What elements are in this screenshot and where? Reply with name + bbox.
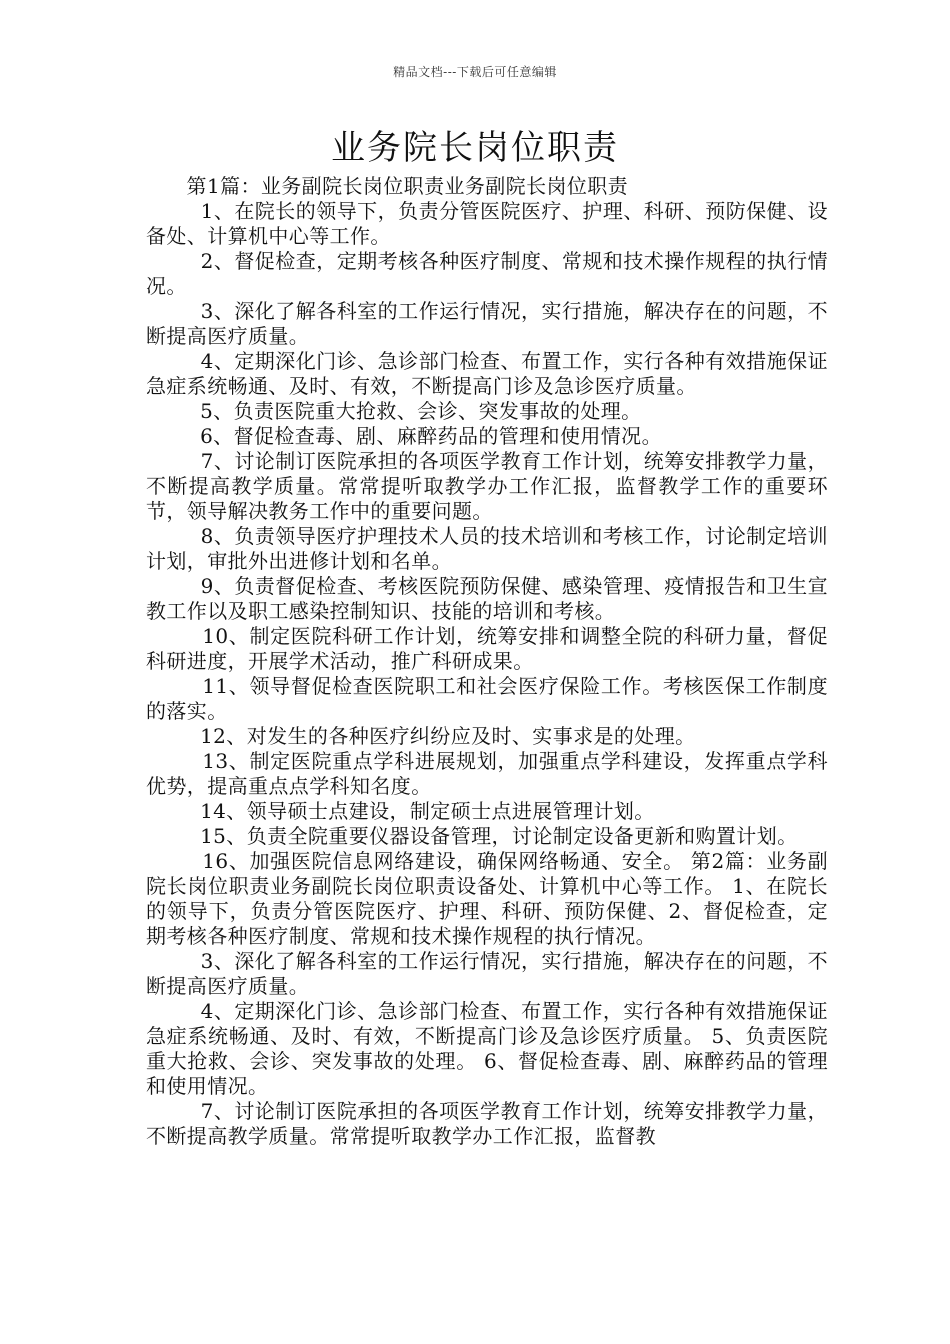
document-body	[146, 174, 828, 1149]
header-note: 精品文档---下载后可任意编辑	[393, 65, 557, 79]
paragraph: 6、督促检查毒、剧、麻醉药品的管理和使用情况。	[146, 424, 662, 448]
paragraph: 7、讨论制订医院承担的各项医学教育工作计划，统筹安排教学力量，不断提高教学质量。常常提听取教学办工作汇报，监督教	[146, 1099, 829, 1148]
paragraph: 7、讨论制订医院承担的各项医学教育工作计划，统筹安排教学力量，不断提高教学质量。常常提听取教学办工作汇报，监督教学工作的重要环节，领导解决教务工作中的重要问题。	[146, 449, 829, 523]
paragraph: 10、制定医院科研工作计划，统筹安排和调整全院的科研力量，督促科研进度，开展学术活动，推广科研成果。	[146, 624, 828, 673]
paragraph: 9、负责督促检查、考核医院预防保健、感染管理、疫情报告和卫生宣教工作以及职工感染控制知识、技能的培训和考核。	[146, 574, 829, 623]
paragraph: 3、深化了解各科室的工作运行情况，实行措施，解决存在的问题，不断提高医疗质量。	[146, 299, 829, 348]
document-title: 业务院长岗位职责	[331, 128, 619, 168]
paragraph: 5、负责医院重大抢救、会诊、突发事故的处理。	[146, 399, 642, 423]
paragraph: 11、领导督促检查医院职工和社会医疗保险工作。考核医保工作制度的落实。	[146, 674, 828, 723]
paragraph: 12、对发生的各种医疗纠纷应及时、实事求是的处理。	[146, 724, 696, 748]
paragraph: 3、深化了解各科室的工作运行情况，实行措施，解决存在的问题，不断提高医疗质量。	[146, 949, 829, 998]
paragraph: 第1篇：业务副院长岗位职责业务副院长岗位职责	[146, 174, 629, 198]
paragraph: 2、督促检查，定期考核各种医疗制度、常规和技术操作规程的执行情况。	[146, 249, 829, 298]
paragraph: 4、定期深化门诊、急诊部门检查、布置工作，实行各种有效措施保证急症系统畅通、及时、有效，不断提高门诊及急诊医疗质量。 5、负责医院重大抢救、会诊、突发事故的处理。 6、督促检查毒、剧、麻醉药品的管理和使用情况。	[146, 999, 829, 1098]
paragraph: 15、负责全院重要仪器设备管理，讨论制定设备更新和购置计划。	[146, 824, 798, 848]
paragraph: 14、领导硕士点建设，制定硕士点进展管理计划。	[146, 799, 655, 823]
paragraph: 13、制定医院重点学科进展规划，加强重点学科建设，发挥重点学科优势，提高重点点学科知名度。	[146, 749, 828, 798]
paragraph: 4、定期深化门诊、急诊部门检查、布置工作，实行各种有效措施保证急症系统畅通、及时、有效，不断提高门诊及急诊医疗质量。	[146, 349, 829, 398]
paragraph: 8、负责领导医疗护理技术人员的技术培训和考核工作，讨论制定培训计划，审批外出进修计划和名单。	[146, 524, 829, 573]
paragraph: 16、加强医院信息网络建设，确保网络畅通、安全。 第2篇：业务副院长岗位职责业务副院长岗位职责设备处、计算机中心等工作。 1、在院长的领导下，负责分管医院医疗、护理、科研、预防保健、2、督促检查，定期考核各种医疗制度、常规和技术操作规程的执行情况。	[146, 849, 828, 948]
paragraph: 1、在院长的领导下，负责分管医院医疗、护理、科研、预防保健、设备处、计算机中心等工作。	[146, 199, 829, 248]
